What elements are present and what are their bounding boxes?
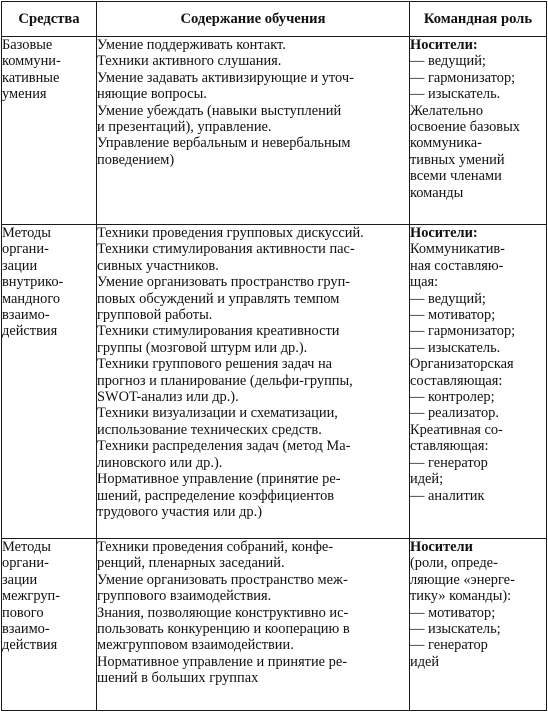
role-line: щая: [410,274,439,291]
means-line: зации [2,257,38,274]
means-line: органи- [2,555,49,572]
content-line: ренций, пленарных заседаний. [97,555,285,572]
content-line: сивных участников. [97,257,219,274]
content-line: использование технических средств. [97,421,322,438]
role-line: тику» команды): [410,588,512,605]
content-line: и презентаций), управление. [97,119,272,136]
role-line: команды [410,184,464,201]
content-line: шений в больших группах [97,670,259,687]
content-cell [97,37,410,225]
content-line: Умение убеждать (навыки выступлений [97,102,342,119]
content-line: няющие вопросы. [97,86,207,103]
role-line: Креативная со- [410,421,503,438]
means-cell [2,225,97,539]
content-line: линовского или др.). [97,454,223,471]
role-line: Коммуникатив- [410,241,505,258]
role-line: всеми членами [410,168,502,185]
role-line: — генератор [410,454,488,471]
means-line: умения [2,86,47,103]
table-row [2,539,547,711]
role-line: — гармонизатор; [410,323,516,340]
content-line: Техники проведения собраний, конфе- [97,539,334,555]
content-line: пользовать конкуренцию и кооперацию в [97,621,350,638]
content-line: группового взаимодействия. [97,588,272,605]
role-line: — аналитик [410,487,485,504]
role-line: — гармонизатор; [410,69,516,86]
role-line: коммуника- [410,135,482,152]
content-line: Знания, позволяющие конструктивно ис- [97,604,349,621]
role-line: — изыскатель. [410,86,501,103]
role-line: — ведущий; [410,53,486,70]
role-line: Носители: [410,225,478,241]
content-line: Техники стимулирования креативности [97,323,340,340]
content-line: Техники активного слушания. [97,53,282,70]
role-line: идей; [410,471,444,488]
means-cell [2,539,97,711]
content-line: Умение поддерживать контакт. [97,37,286,53]
means-line: действия [2,637,58,654]
header-means: Средства [2,2,97,37]
role-line: составляющая: [410,372,503,389]
means-line: Методы [2,225,51,241]
means-line: коммуни- [2,53,61,70]
role-cell [410,37,547,225]
role-cell [410,539,547,711]
content-line: межгрупповом взаимодействии. [97,637,294,654]
role-line: — контролер; [410,389,495,406]
table-row [2,225,547,539]
means-line: взаимо- [2,621,50,638]
content-line: трудового участия или др.) [97,503,263,520]
means-line: действия [2,323,58,340]
means-line: межгруп- [2,588,61,605]
content-line: Техники распределения задач (метод Ма- [97,438,351,455]
role-line: Желательно [410,102,484,119]
table-row [2,37,547,225]
means-line: органи- [2,241,49,258]
content-line: Умение задавать активизирующие и уточ- [97,69,354,86]
role-line: идей [410,653,440,670]
content-line: поведением) [97,151,175,168]
role-line: — генератор [410,637,488,654]
means-cell [2,37,97,225]
role-line: ставляющая: [410,438,489,455]
content-line: Техники проведения групповых дискуссий. [97,225,364,241]
table-header-row [2,2,547,37]
content-line: Техники группового решения задач на [97,356,333,373]
role-line: — мотиватор; [410,307,496,324]
role-line: — изыскатель. [410,339,501,356]
content-line: Техники стимулирования активности пас- [97,241,355,258]
role-line: — ведущий; [410,290,486,307]
means-line: пового [2,604,44,621]
role-line: — реализатор. [410,405,499,422]
role-line: Носители [410,539,473,555]
means-line: Методы [2,539,51,555]
header-role: Командная роль [410,2,547,37]
role-line: Организаторская [410,356,514,373]
role-line: ляющие «энерге- [410,571,515,588]
content-line: Управление вербальным и невербальным [97,135,351,152]
header-content: Содержание обучения [97,2,410,37]
content-line: Нормативное управление (принятие ре- [97,471,341,488]
content-cell [97,225,410,539]
means-line: Базовые [2,37,53,53]
content-line: SWOT-анализ или др.). [97,389,239,406]
means-line: мандного [2,290,61,307]
role-cell [410,225,547,539]
content-line: групповой работы. [97,307,213,324]
role-line: — мотиватор; [410,604,496,621]
content-line: прогноз и планирование (дельфи-группы, [97,372,353,389]
content-line: Умение организовать пространство груп- [97,274,351,291]
role-line: (роли, опреде- [410,555,498,572]
content-line: группы (мозговой штурм или др.). [97,339,308,356]
content-line: повых обсуждений и управлять темпом [97,290,340,307]
content-line: Техники визуализации и схематизации, [97,405,338,422]
content-cell [97,539,410,711]
role-line: тивных умений [410,151,505,168]
means-line: зации [2,571,38,588]
means-line: взаимо- [2,307,50,324]
role-line: — изыскатель; [410,621,501,638]
training-table [1,1,547,711]
role-line: освоение базовых [410,119,520,136]
content-line: шений, распределение коэффициентов [97,487,335,504]
role-line: Носители: [410,37,478,53]
role-line: ная составляю- [410,257,504,274]
content-line: Нормативное управление и принятие ре- [97,653,348,670]
means-line: внутрико- [2,274,64,291]
means-line: кативные [2,69,60,86]
content-line: Умение организовать пространство меж- [97,571,348,588]
